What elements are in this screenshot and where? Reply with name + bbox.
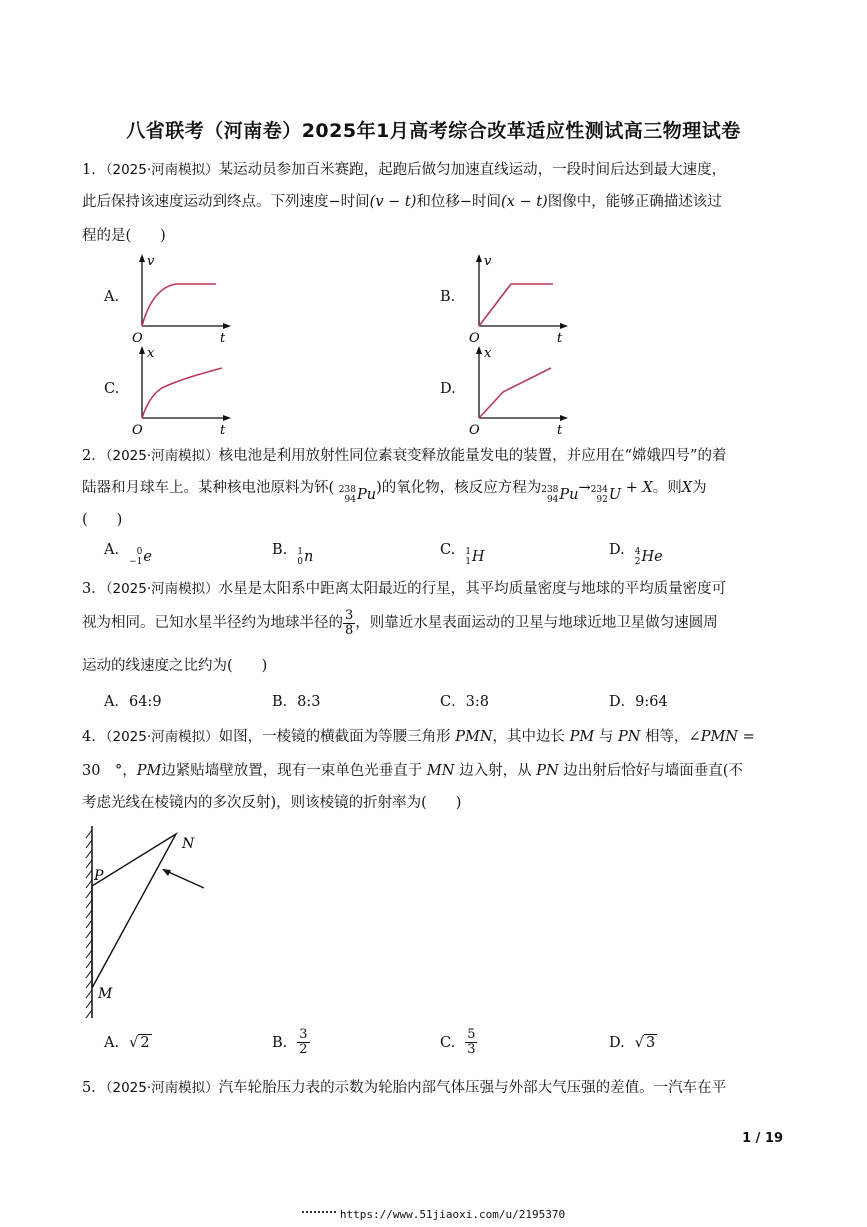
q5-number: 5．	[82, 1080, 106, 1096]
q1-d-origin: O	[469, 423, 480, 436]
q1-option-b-label: B.	[440, 289, 456, 305]
q2-text-1: 核电池是利用放射性同位素衰变释放能量发电的装置，并应用在“嫦娥四号”的着	[218, 448, 727, 464]
q1-b-origin: O	[469, 331, 480, 344]
question-4-line-1	[82, 721, 784, 753]
wall-hatching	[86, 830, 92, 1018]
q1-a-origin: O	[132, 331, 143, 344]
question-3-line-2	[82, 607, 784, 639]
q3-number: 3．	[82, 581, 106, 597]
q4-option-a: A. √ 2	[104, 1035, 150, 1051]
q4-option-b: B. $\frac{3}{2}$	[272, 1027, 308, 1057]
q4-pn-2: PN	[536, 763, 559, 779]
label-p: P	[94, 868, 104, 884]
page-number: 1 / 19	[742, 1131, 783, 1146]
q4-angle: ∠PMN =	[688, 729, 755, 745]
q2-pu-nuclide: 238 94 Pu	[338, 485, 377, 505]
q3-text-2b: ，则靠近水星表面运动的卫星与地球近地卫星做匀速圆周	[355, 615, 718, 631]
q3-text-3: 运动的线速度之比约为( )	[82, 658, 268, 674]
q4-mn: MN	[426, 763, 455, 779]
q1-b-axis-y: v	[484, 254, 492, 269]
question-5-line-1	[82, 1072, 784, 1104]
q4-text-3: 考虑光线在棱镜内的多次反射)，则该棱镜的折射率为( )	[82, 795, 462, 811]
q1-vt: (v − t)	[369, 194, 417, 210]
q4-prism-diagram	[78, 822, 228, 1022]
q1-c-axis-x: t	[220, 423, 226, 436]
q2-option-c: C. 1 1 H	[440, 542, 485, 567]
q2-plus-x: + X	[621, 480, 653, 496]
q1-option-a-label: A.	[104, 289, 120, 305]
q1-xt: (x − t)	[501, 194, 548, 210]
page-title: 八省联考（河南卷）2025年1月高考综合改革适应性测试高三物理试卷	[126, 120, 741, 142]
q2-option-a: A. 0 −1 e	[104, 542, 152, 567]
q3-option-c: C．3:8	[440, 694, 489, 710]
q2-text-2d: 为	[692, 480, 707, 496]
question-2-line-3	[82, 504, 784, 536]
q4-text-1d: 相等，	[645, 729, 689, 745]
q4-option-d: D. √ 3	[609, 1035, 656, 1051]
q2-arrow: →	[578, 480, 591, 496]
q1-graph-c	[128, 344, 238, 436]
q4-number: 4．	[82, 729, 106, 745]
q3-option-d: D．9:64	[609, 694, 668, 710]
q4-text-2b: 边紧贴墙壁放置，现有一束单色光垂直于	[161, 763, 423, 779]
q1-a-axis-y: v	[147, 254, 155, 269]
q4-text-1b: ，其中边长	[492, 729, 566, 745]
q1-number: 1．	[82, 162, 106, 178]
q2-number: 2．	[82, 448, 106, 464]
q2-source: （2025·河南模拟）	[105, 448, 219, 464]
q4-source: （2025·河南模拟）	[105, 729, 219, 745]
q1-c-origin: O	[132, 423, 143, 436]
q1-option-c-label: C.	[104, 381, 120, 397]
q4-pm-2: PM	[136, 763, 162, 779]
q5-text-1: 汽车轮胎压力表的示数为轮胎内部气体压强与外部大气压强的差值。一汽车在平	[218, 1080, 727, 1096]
q2-equation-u: 234 92 U	[590, 485, 622, 505]
question-1-line-2	[82, 186, 784, 218]
q2-equation-pu: 238 94 Pu	[541, 485, 579, 505]
q2-text-2b: )的氧化物，核反应方程为	[376, 480, 542, 496]
q1-d-axis-x: t	[557, 423, 563, 436]
q4-pmn: PMN	[455, 729, 493, 745]
question-1-line-1	[82, 154, 784, 186]
q1-source: （2025·河南模拟）	[105, 162, 219, 178]
footer-url-link[interactable]: https://www.51jiaoxi.com/u/2195370	[339, 1208, 566, 1221]
question-3-line-1	[82, 573, 784, 605]
footer	[0, 1208, 867, 1221]
q1-text-3: 程的是( )	[82, 228, 166, 244]
label-n: N	[182, 836, 195, 852]
q1-b-axis-x: t	[557, 331, 563, 344]
prism-triangle	[92, 834, 176, 988]
q4-text-2c: 边入射，从	[459, 763, 532, 779]
q4-option-c: C. $\frac{5}{3}$	[440, 1027, 476, 1057]
q1-text-2b: 和位移−时间	[416, 194, 502, 210]
q1-graph-a	[128, 252, 238, 344]
q2-x: X	[681, 480, 693, 496]
q2-text-2c: 。则	[652, 480, 682, 496]
q2-option-b: B. 1 0 n	[272, 542, 314, 567]
q3-text-2a: 视为相同。已知水星半径约为地球半径的	[82, 615, 343, 631]
q2-text-2a: 陆器和月球车上。某种核电池原料为钚(	[82, 480, 335, 496]
question-4-line-3	[82, 787, 784, 819]
q1-graph-d	[465, 344, 575, 436]
q1-d-axis-y: x	[484, 346, 492, 361]
q4-text-1a: 如图，一棱镜的横截面为等腰三角形	[218, 729, 451, 745]
q4-pn: PN	[617, 729, 641, 745]
ray-arrowhead	[162, 869, 171, 876]
q1-text-2a: 此后保持该速度运动到终点。下列速度−时间	[82, 194, 370, 210]
q4-text-1c: 与	[598, 729, 614, 745]
footer-stamp-icon	[302, 1211, 336, 1219]
q1-c-axis-y: x	[147, 346, 155, 361]
q4-text-2d: 边出射后恰好与墙面垂直(不	[563, 763, 743, 779]
q2-option-d: D. 4 2 He	[609, 542, 663, 567]
question-4-line-2	[82, 755, 784, 787]
q1-graph-b	[465, 252, 575, 344]
q3-option-b: B．8:3	[272, 694, 321, 710]
q3-option-a: A．64:9	[104, 694, 162, 710]
incident-ray	[164, 870, 204, 888]
q2-text-3: ( )	[82, 512, 123, 528]
q1-a-axis-x: t	[220, 331, 226, 344]
q3-text-1: 水星是太阳系中距离太阳最近的行星，其平均质量密度与地球的平均质量密度可	[218, 581, 727, 597]
q1-option-d-label: D.	[440, 381, 456, 397]
question-3-line-3	[82, 650, 784, 682]
q1-text-2c: 图像中，能够正确描述该过	[547, 194, 722, 210]
label-m: M	[98, 986, 113, 1002]
q1-text-1: 某运动员参加百米赛跑，起跑后做匀加速直线运动，一段时间后达到最大速度，	[218, 162, 727, 178]
q4-pm: PM	[569, 729, 595, 745]
q3-fraction: $\frac{3}{8}$	[345, 607, 354, 638]
q4-text-2a: 30 °，	[82, 763, 137, 779]
q5-source: （2025·河南模拟）	[105, 1080, 219, 1096]
question-1-line-3	[82, 220, 784, 252]
question-2-line-1	[82, 440, 784, 472]
q3-source: （2025·河南模拟）	[105, 581, 219, 597]
